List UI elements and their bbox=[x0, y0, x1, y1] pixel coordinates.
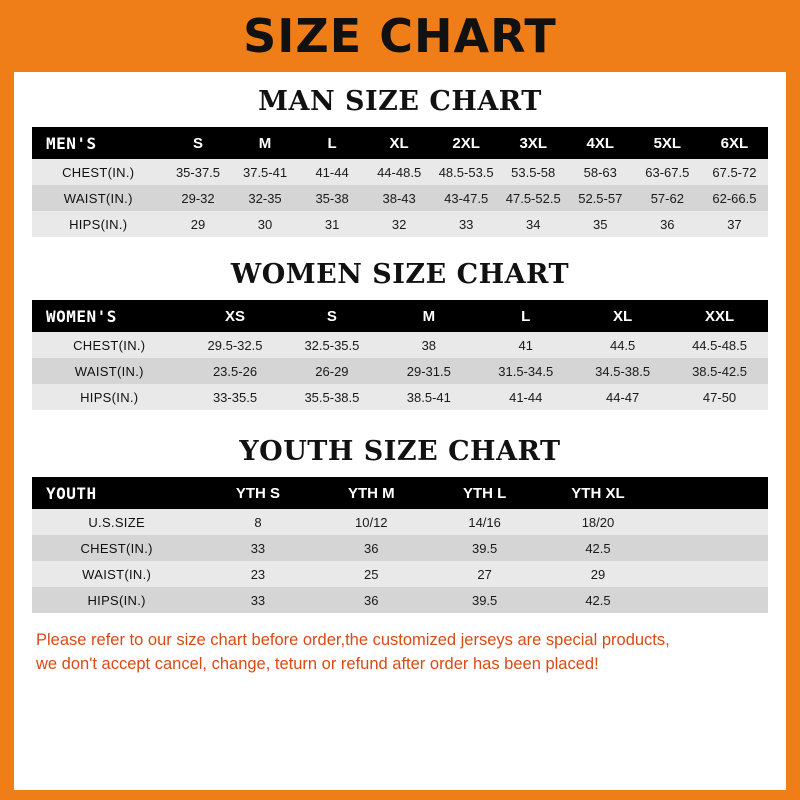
column-header: 5XL bbox=[634, 127, 701, 159]
row-label: HIPS(IN.) bbox=[32, 211, 164, 237]
table-row bbox=[32, 561, 768, 587]
table-cell: 37.5-41 bbox=[232, 159, 299, 185]
row-label: HIPS(IN.) bbox=[32, 587, 201, 613]
table-cell: 52.5-57 bbox=[567, 185, 634, 211]
table-cell: 29-31.5 bbox=[380, 358, 477, 384]
table-cell: 34 bbox=[500, 211, 567, 237]
column-header: S bbox=[283, 300, 380, 332]
table-row bbox=[32, 211, 768, 237]
row-label: U.S.SIZE bbox=[32, 509, 201, 535]
man-corner-label: MEN'S bbox=[32, 127, 164, 159]
table-header-row bbox=[32, 477, 768, 509]
man-section-title: MAN SIZE CHART bbox=[258, 86, 542, 117]
table-cell-spacer bbox=[655, 535, 768, 561]
table-cell: 8 bbox=[201, 509, 314, 535]
row-label: CHEST(IN.) bbox=[32, 159, 164, 185]
table-cell: 34.5-38.5 bbox=[574, 358, 671, 384]
column-header: S bbox=[164, 127, 231, 159]
column-header: 3XL bbox=[500, 127, 567, 159]
page-title: SIZE CHART bbox=[243, 9, 557, 63]
chart-content bbox=[14, 86, 786, 677]
table-cell: 47.5-52.5 bbox=[500, 185, 567, 211]
table-cell: 10/12 bbox=[315, 509, 428, 535]
table-cell: 38-43 bbox=[366, 185, 433, 211]
table-cell: 41-44 bbox=[477, 384, 574, 410]
table-cell: 18/20 bbox=[541, 509, 654, 535]
table-cell: 35.5-38.5 bbox=[283, 384, 380, 410]
women-table-body bbox=[32, 332, 768, 410]
column-header: XXL bbox=[671, 300, 768, 332]
column-header: XL bbox=[366, 127, 433, 159]
table-cell: 35-37.5 bbox=[164, 159, 231, 185]
table-cell: 44-48.5 bbox=[366, 159, 433, 185]
column-header-spacer bbox=[655, 477, 768, 509]
table-cell-spacer bbox=[655, 561, 768, 587]
table-cell: 57-62 bbox=[634, 185, 701, 211]
table-cell: 37 bbox=[701, 211, 768, 237]
table-cell-spacer bbox=[655, 587, 768, 613]
column-header: 6XL bbox=[701, 127, 768, 159]
footer-banner bbox=[0, 790, 800, 800]
table-cell: 44.5-48.5 bbox=[671, 332, 768, 358]
table-cell: 38 bbox=[380, 332, 477, 358]
footer-note-line-2: we don't accept cancel, change, teturn or refund after order has been placed! bbox=[36, 654, 599, 673]
table-row bbox=[32, 587, 768, 613]
column-header: XS bbox=[187, 300, 284, 332]
table-cell: 44.5 bbox=[574, 332, 671, 358]
table-cell: 29.5-32.5 bbox=[187, 332, 284, 358]
table-cell: 25 bbox=[315, 561, 428, 587]
table-cell: 33 bbox=[201, 535, 314, 561]
table-cell: 39.5 bbox=[428, 587, 541, 613]
table-row bbox=[32, 185, 768, 211]
table-cell: 67.5-72 bbox=[701, 159, 768, 185]
table-cell: 38.5-42.5 bbox=[671, 358, 768, 384]
table-cell-spacer bbox=[655, 509, 768, 535]
women-table-head bbox=[32, 300, 768, 332]
man-table-head bbox=[32, 127, 768, 159]
table-row bbox=[32, 384, 768, 410]
table-cell: 48.5-53.5 bbox=[433, 159, 500, 185]
man-table-body bbox=[32, 159, 768, 237]
table-row bbox=[32, 159, 768, 185]
table-cell: 23 bbox=[201, 561, 314, 587]
column-header: YTH S bbox=[201, 477, 314, 509]
table-cell: 53.5-58 bbox=[500, 159, 567, 185]
youth-table-body bbox=[32, 509, 768, 613]
youth-size-table bbox=[32, 477, 768, 613]
table-row bbox=[32, 535, 768, 561]
youth-section-title: YOUTH SIZE CHART bbox=[239, 436, 561, 467]
footer-note-line-1: Please refer to our size chart before order,the customized jerseys are special products, bbox=[36, 631, 670, 649]
row-label: WAIST(IN.) bbox=[32, 358, 187, 384]
table-row bbox=[32, 358, 768, 384]
table-row bbox=[32, 332, 768, 358]
table-cell: 29 bbox=[164, 211, 231, 237]
women-section-title: WOMEN SIZE CHART bbox=[230, 259, 570, 290]
table-cell: 29 bbox=[541, 561, 654, 587]
row-label: WAIST(IN.) bbox=[32, 185, 164, 211]
table-cell: 27 bbox=[428, 561, 541, 587]
table-cell: 31.5-34.5 bbox=[477, 358, 574, 384]
table-cell: 29-32 bbox=[164, 185, 231, 211]
table-cell: 33 bbox=[433, 211, 500, 237]
women-size-section bbox=[32, 259, 768, 410]
table-cell: 62-66.5 bbox=[701, 185, 768, 211]
table-cell: 36 bbox=[315, 535, 428, 561]
table-cell: 63-67.5 bbox=[634, 159, 701, 185]
table-cell: 31 bbox=[299, 211, 366, 237]
column-header: YTH L bbox=[428, 477, 541, 509]
row-label: CHEST(IN.) bbox=[32, 535, 201, 561]
table-cell: 47-50 bbox=[671, 384, 768, 410]
table-cell: 33-35.5 bbox=[187, 384, 284, 410]
table-cell: 33 bbox=[201, 587, 314, 613]
row-label: HIPS(IN.) bbox=[32, 384, 187, 410]
man-size-section bbox=[32, 86, 768, 237]
header-banner bbox=[14, 0, 786, 72]
column-header: M bbox=[232, 127, 299, 159]
table-cell: 32.5-35.5 bbox=[283, 332, 380, 358]
man-size-table bbox=[32, 127, 768, 237]
row-label: WAIST(IN.) bbox=[32, 561, 201, 587]
table-cell: 30 bbox=[232, 211, 299, 237]
table-cell: 39.5 bbox=[428, 535, 541, 561]
table-cell: 58-63 bbox=[567, 159, 634, 185]
table-header-row bbox=[32, 127, 768, 159]
table-cell: 41-44 bbox=[299, 159, 366, 185]
column-header: XL bbox=[574, 300, 671, 332]
column-header: YTH XL bbox=[541, 477, 654, 509]
column-header: L bbox=[477, 300, 574, 332]
table-cell: 38.5-41 bbox=[380, 384, 477, 410]
table-cell: 14/16 bbox=[428, 509, 541, 535]
youth-table-head bbox=[32, 477, 768, 509]
table-cell: 32 bbox=[366, 211, 433, 237]
table-cell: 41 bbox=[477, 332, 574, 358]
youth-size-section bbox=[32, 436, 768, 613]
table-cell: 36 bbox=[315, 587, 428, 613]
table-cell: 42.5 bbox=[541, 587, 654, 613]
footer-note bbox=[36, 629, 764, 677]
table-cell: 42.5 bbox=[541, 535, 654, 561]
table-header-row bbox=[32, 300, 768, 332]
column-header: YTH M bbox=[315, 477, 428, 509]
table-row bbox=[32, 509, 768, 535]
youth-corner-label: YOUTH bbox=[32, 477, 201, 509]
table-cell: 23.5-26 bbox=[187, 358, 284, 384]
table-cell: 26-29 bbox=[283, 358, 380, 384]
women-size-table bbox=[32, 300, 768, 410]
table-cell: 32-35 bbox=[232, 185, 299, 211]
table-cell: 35-38 bbox=[299, 185, 366, 211]
table-cell: 44-47 bbox=[574, 384, 671, 410]
column-header: L bbox=[299, 127, 366, 159]
row-label: CHEST(IN.) bbox=[32, 332, 187, 358]
women-corner-label: WOMEN'S bbox=[32, 300, 187, 332]
column-header: 4XL bbox=[567, 127, 634, 159]
table-cell: 43-47.5 bbox=[433, 185, 500, 211]
column-header: M bbox=[380, 300, 477, 332]
column-header: 2XL bbox=[433, 127, 500, 159]
table-cell: 36 bbox=[634, 211, 701, 237]
table-cell: 35 bbox=[567, 211, 634, 237]
